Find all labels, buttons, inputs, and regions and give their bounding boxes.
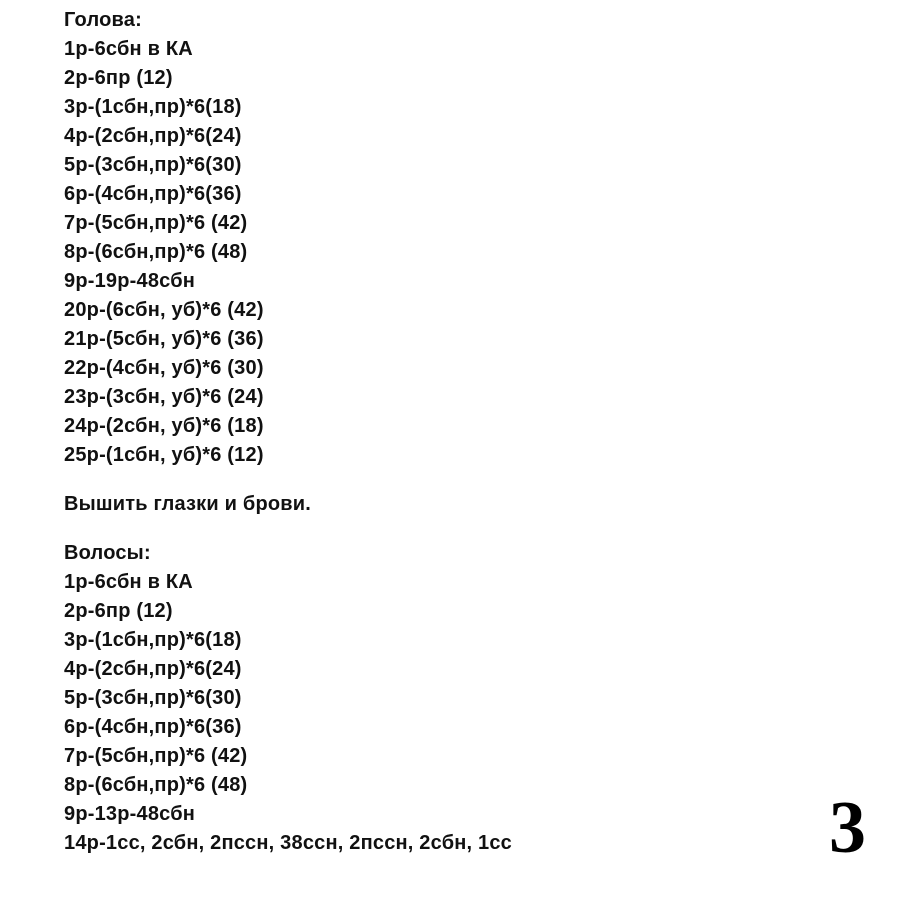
head-row-3: 3р-(1сбн,пр)*6(18) <box>64 96 242 118</box>
hair-row-10: 14р-1сс, 2сбн, 2пссн, 38ссн, 2пссн, 2сбн, 1сс <box>64 832 513 854</box>
hair-section-title: Волосы: <box>64 542 151 564</box>
head-row-14: 24р-(2сбн, уб)*6 (18) <box>64 415 264 437</box>
hair-row-5: 5р-(3сбн,пр)*6(30) <box>64 687 242 709</box>
head-row-4: 4р-(2сбн,пр)*6(24) <box>64 125 242 147</box>
head-row-9: 9р-19р-48сбн <box>64 270 196 292</box>
hair-row-2: 2р-6пр (12) <box>64 600 173 622</box>
hair-row-7: 7р-(5сбн,пр)*6 (42) <box>64 745 248 767</box>
hair-row-6: 6р-(4сбн,пр)*6(36) <box>64 716 242 738</box>
hair-row-4: 4р-(2сбн,пр)*6(24) <box>64 658 242 680</box>
embroidery-note: Вышить глазки и брови. <box>64 493 312 515</box>
section-spacer <box>64 519 824 539</box>
head-row-8: 8р-(6сбн,пр)*6 (48) <box>64 241 248 263</box>
hair-row-8: 8р-(6сбн,пр)*6 (48) <box>64 774 248 796</box>
head-row-12: 22р-(4сбн, уб)*6 (30) <box>64 357 264 379</box>
head-row-2: 2р-6пр (12) <box>64 67 173 89</box>
head-row-5: 5р-(3сбн,пр)*6(30) <box>64 154 242 176</box>
head-row-11: 21р-(5сбн, уб)*6 (36) <box>64 328 264 350</box>
pattern-document <box>64 6 824 858</box>
head-section-title: Голова: <box>64 9 142 31</box>
head-row-6: 6р-(4сбн,пр)*6(36) <box>64 183 242 205</box>
hair-row-3: 3р-(1сбн,пр)*6(18) <box>64 629 242 651</box>
head-row-7: 7р-(5сбн,пр)*6 (42) <box>64 212 248 234</box>
section-spacer <box>64 470 824 490</box>
hair-row-1: 1р-6сбн в КА <box>64 571 193 593</box>
head-row-15: 25р-(1сбн, уб)*6 (12) <box>64 444 264 466</box>
page-number: 3 <box>829 787 866 869</box>
hair-row-9: 9р-13р-48сбн <box>64 803 196 825</box>
head-row-10: 20р-(6сбн, уб)*6 (42) <box>64 299 264 321</box>
head-row-13: 23р-(3сбн, уб)*6 (24) <box>64 386 264 408</box>
head-row-1: 1р-6сбн в КА <box>64 38 193 60</box>
